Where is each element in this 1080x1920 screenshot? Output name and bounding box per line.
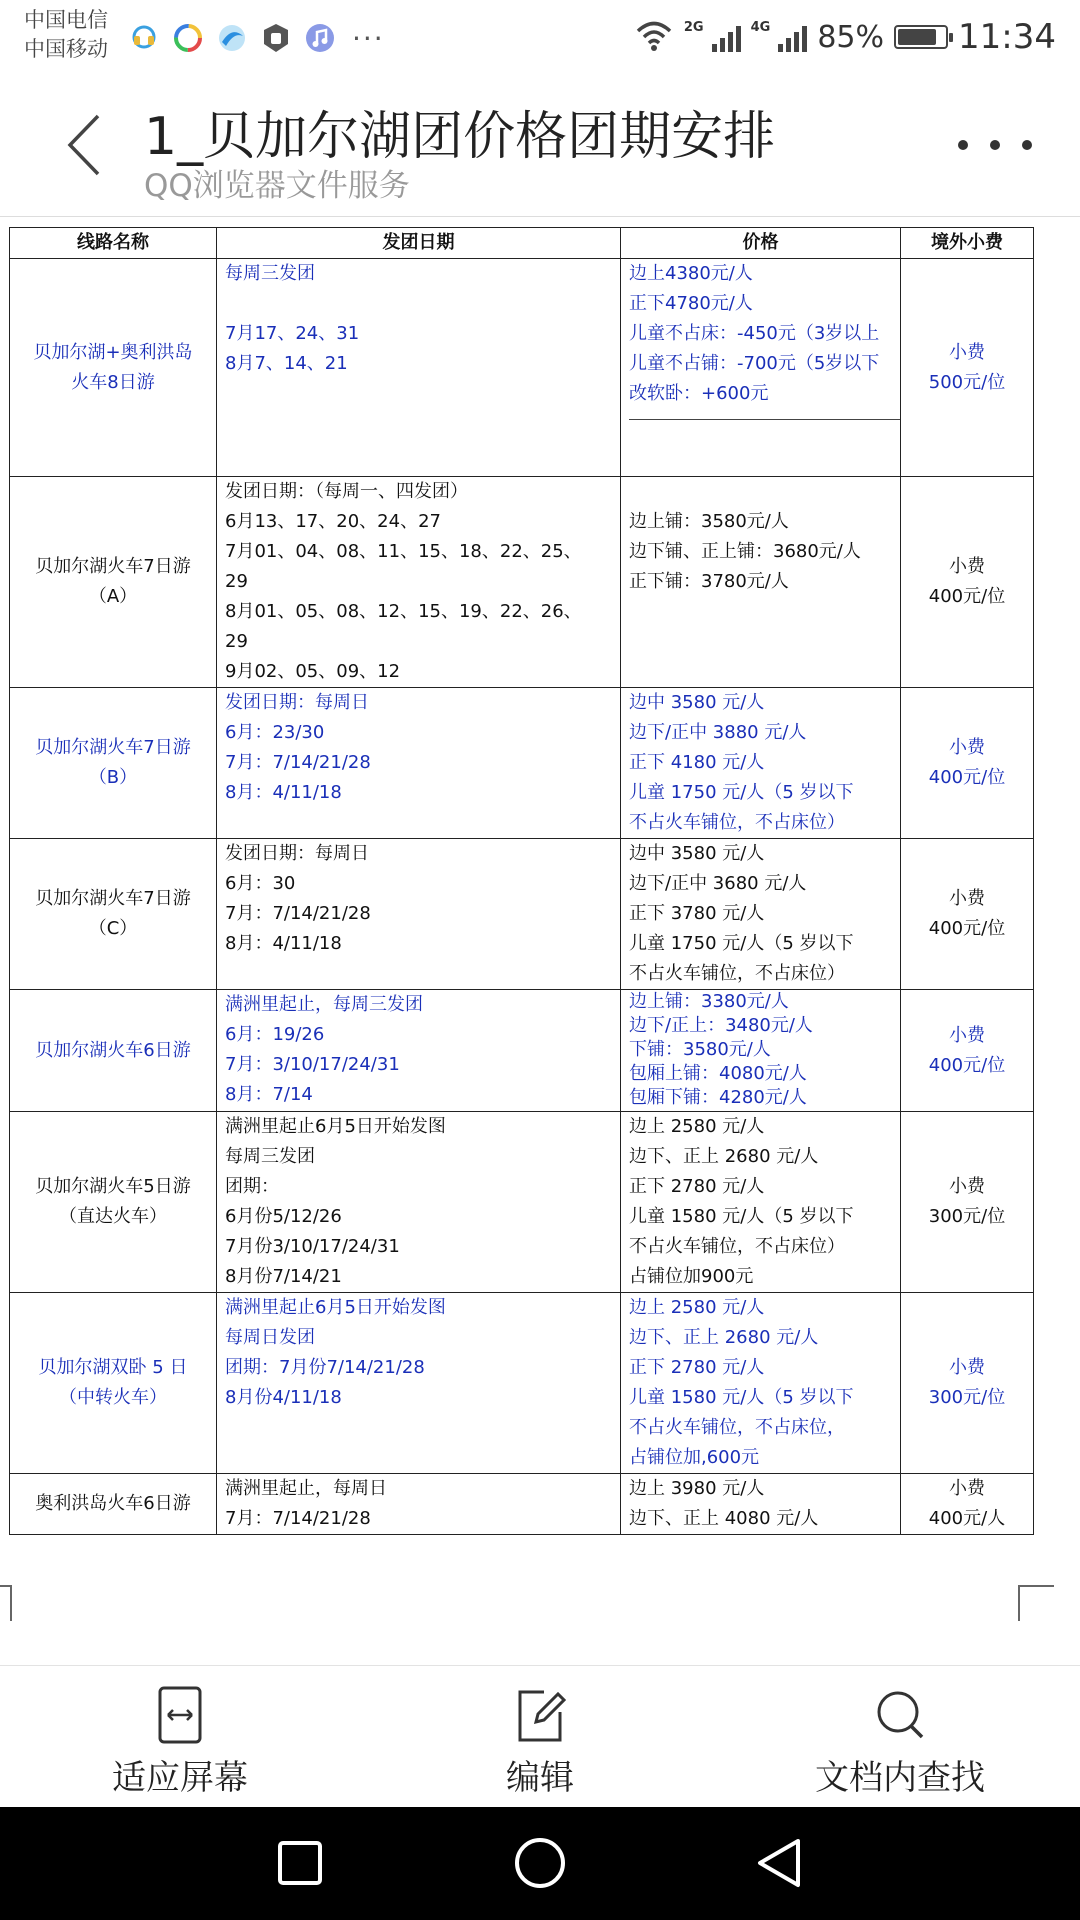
departure-dates-cell-line: 团期：7月份7/14/21/28 — [225, 1357, 425, 1378]
price-cell-line: 边中 3580 元/人 — [629, 843, 765, 864]
price-cell-line: 包厢上铺：4080元/人 — [629, 1063, 807, 1084]
page-corner-right — [1018, 1585, 1054, 1621]
route-name-cell-line: 贝加尔湖火车7日游 — [35, 888, 191, 909]
departure-dates-cell-line: 团期： — [225, 1176, 279, 1197]
tip-cell-line: 400元/位 — [928, 918, 1006, 939]
price-cell-line: 不占火车铺位，不占床位） — [629, 812, 845, 833]
tip-cell — [901, 1112, 1034, 1293]
tip-cell-line: 小费 — [949, 1478, 985, 1499]
more-dot-icon — [990, 140, 1000, 150]
battery-percent: 85% — [817, 19, 885, 55]
edit-label: 编辑 — [506, 1758, 574, 1798]
price-cell-line: 边上4380元/人 — [629, 263, 753, 284]
departure-dates-cell — [217, 477, 621, 688]
price-cell-line: 正下铺：3780元/人 — [629, 571, 789, 592]
departure-dates-cell — [217, 1293, 621, 1474]
battery-level — [898, 29, 936, 45]
price-cell-line: 儿童不占床：-450元（3岁以上 — [629, 323, 880, 344]
price-cell-line: 占铺位加900元 — [629, 1266, 754, 1287]
price-cell-line: 边上铺：3380元/人 — [629, 991, 789, 1012]
route-name-cell-line: 贝加尔湖双卧 5 日 — [38, 1357, 188, 1378]
tip-cell-line: 小费 — [949, 737, 985, 758]
tip-cell-line: 400元/位 — [928, 767, 1006, 788]
battery-icon — [894, 25, 948, 49]
qq-headset-icon — [128, 22, 160, 54]
route-name-cell — [10, 839, 217, 990]
edit-button[interactable] — [440, 1666, 640, 1808]
tip-cell-line: 小费 — [949, 556, 985, 577]
music-note-icon — [304, 22, 336, 54]
table-row — [10, 1293, 1034, 1474]
departure-dates-cell-line: 7月份3/10/17/24/31 — [225, 1236, 400, 1257]
route-name-cell-line: 贝加尔湖火车7日游 — [35, 556, 191, 577]
price-cell — [621, 990, 901, 1112]
page-subtitle: QQ浏览器文件服务 — [144, 168, 410, 204]
route-name-cell — [10, 1474, 217, 1535]
page-corner-left — [0, 1585, 12, 1621]
route-name-cell — [10, 1112, 217, 1293]
route-name-cell-line: （中转火车） — [59, 1387, 167, 1408]
browser-swirl-icon — [216, 22, 248, 54]
departure-dates-cell-line: 7月：3/10/17/24/31 — [225, 1054, 400, 1075]
price-cell-line — [629, 477, 900, 507]
route-price-table — [9, 227, 1034, 1535]
departure-dates-cell — [217, 990, 621, 1112]
square-icon — [270, 1833, 330, 1893]
header-overseas-tip: 境外小费 — [901, 228, 1034, 259]
status-bar — [0, 0, 1080, 75]
back-button[interactable] — [62, 110, 112, 180]
departure-dates-cell-line: 8月份4/11/18 — [225, 1387, 342, 1408]
departure-dates-cell-line: 7月17、24、31 — [225, 323, 360, 344]
tip-cell — [901, 477, 1034, 688]
fit-screen-button[interactable] — [80, 1666, 280, 1808]
document-viewer[interactable] — [0, 217, 1080, 1665]
departure-dates-cell-line: 满洲里起止，每周三发团 — [225, 994, 423, 1015]
route-name-cell-line: （B） — [88, 767, 138, 788]
table-header-row — [10, 228, 1034, 259]
tip-cell — [901, 1474, 1034, 1535]
price-cell-line: 包厢下铺：4280元/人 — [629, 1087, 807, 1108]
recents-button[interactable] — [270, 1833, 330, 1893]
departure-dates-cell-line: 7月：7/14/21/28 — [225, 752, 371, 773]
price-cell-line: 边下/正上：3480元/人 — [629, 1015, 813, 1036]
route-name-cell — [10, 259, 217, 477]
header-departure-dates: 发团日期 — [217, 228, 621, 259]
departure-dates-cell-line: 8月7、14、21 — [225, 353, 348, 374]
price-cell-line: 正下 4180 元/人 — [629, 752, 765, 773]
departure-dates-cell-line: 每周三发团 — [225, 1146, 315, 1167]
route-name-cell-line: 火车8日游 — [71, 371, 155, 393]
tip-cell-line: 300元/位 — [928, 1387, 1006, 1408]
departure-dates-cell-line: 6月：30 — [225, 873, 296, 894]
tip-cell-line: 小费 — [949, 1176, 985, 1197]
price-cell-line: 不占火车铺位，不占床位） — [629, 963, 845, 984]
price-cell-line: 占铺位加,600元 — [629, 1447, 760, 1468]
departure-dates-cell-line: 29 — [225, 571, 248, 592]
price-cell-line: 儿童 1580 元/人（5 岁以下 — [629, 1387, 854, 1408]
price-cell-line: 边下、正上 4080 元/人 — [629, 1508, 819, 1529]
departure-dates-cell-line: 6月13、17、20、24、27 — [225, 511, 441, 532]
carrier-names — [24, 6, 108, 64]
tip-cell-line: 小费 — [949, 341, 985, 363]
departure-dates-cell-line: 每周日发团 — [225, 1327, 315, 1348]
price-cell-line: 儿童 1580 元/人（5 岁以下 — [629, 1206, 854, 1227]
tip-cell — [901, 839, 1034, 990]
find-in-document-label: 文档内查找 — [815, 1758, 985, 1798]
signal-2g-icon — [712, 22, 741, 52]
departure-dates-cell — [217, 839, 621, 990]
price-cell-line: 边下/正中 3680 元/人 — [629, 873, 807, 894]
price-cell-line: 改软卧：+600元 — [629, 383, 769, 404]
price-cell-line: 边下、正上 2680 元/人 — [629, 1327, 819, 1348]
route-name-cell-line: 贝加尔湖火车5日游 — [35, 1176, 191, 1197]
system-indicators — [634, 14, 1056, 60]
tip-cell-line: 400元/位 — [928, 1054, 1006, 1076]
route-name-cell — [10, 688, 217, 839]
price-cell — [621, 1293, 901, 1474]
route-name-cell — [10, 990, 217, 1112]
more-dot-icon — [1022, 140, 1032, 150]
price-cell-line: 边下铺、正上铺：3680元/人 — [629, 541, 861, 562]
more-dot-icon — [958, 140, 968, 150]
search-icon — [874, 1686, 926, 1744]
route-name-cell-line: 贝加尔湖+奥利洪岛 — [33, 341, 193, 363]
price-cell-line: 正下4780元/人 — [629, 293, 753, 314]
page-title: 1_贝加尔湖团价格团期安排 — [144, 107, 776, 167]
departure-dates-cell-line: 29 — [225, 631, 248, 652]
route-name-cell-line: 贝加尔湖火车7日游 — [35, 737, 191, 758]
route-name-cell-line: （直达火车） — [59, 1206, 167, 1227]
departure-dates-cell-line: 满洲里起止，每周日 — [225, 1478, 387, 1499]
tip-cell — [901, 259, 1034, 477]
price-cell — [621, 259, 901, 477]
price-cell — [621, 1474, 901, 1535]
table-row — [10, 1474, 1034, 1535]
price-cell-line: 边上 3980 元/人 — [629, 1478, 765, 1499]
departure-dates-cell-line: 7月：7/14/21/28 — [225, 1508, 371, 1529]
price-cell-line: 边上 2580 元/人 — [629, 1297, 765, 1318]
route-name-cell-line: （C） — [88, 918, 138, 939]
tip-cell — [901, 990, 1034, 1112]
departure-dates-cell-line: 满洲里起止6月5日开始发图 — [225, 1297, 446, 1318]
triangle-back-icon — [750, 1833, 810, 1893]
price-cell — [621, 477, 901, 688]
departure-dates-cell-line: 7月01、04、08、11、15、18、22、25、 — [225, 541, 582, 562]
back-nav-button[interactable] — [750, 1833, 810, 1893]
edit-icon — [514, 1686, 566, 1744]
price-cell-line: 儿童 1750 元/人（5 岁以下 — [629, 933, 854, 954]
price-cell-line: 不占火车铺位，不占床位， — [629, 1417, 845, 1438]
bottom-toolbar — [0, 1665, 1080, 1808]
price-cell-line: 正下 2780 元/人 — [629, 1357, 765, 1378]
carrier-1: 中国电信 — [24, 8, 108, 32]
more-options-button[interactable] — [958, 130, 1032, 160]
tip-cell-line: 小费 — [949, 1357, 985, 1378]
departure-dates-cell-line: 8月：4/11/18 — [225, 782, 342, 803]
hand-shield-icon — [260, 22, 292, 54]
departure-dates-cell-line: 8月：4/11/18 — [225, 933, 342, 954]
tip-cell-line: 400元/人 — [928, 1508, 1006, 1529]
route-name-cell-line: 奥利洪岛火车6日游 — [35, 1493, 191, 1514]
table-body — [10, 259, 1034, 1535]
price-cell-line: 边中 3580 元/人 — [629, 692, 765, 713]
tip-cell-line: 300元/位 — [928, 1206, 1006, 1227]
departure-dates-cell-line: 9月02、05、09、12 — [225, 661, 401, 682]
price-cell — [621, 1112, 901, 1293]
price-cell-line: 不占火车铺位，不占床位） — [629, 1236, 845, 1257]
tip-cell — [901, 1293, 1034, 1474]
departure-dates-cell-line: 发团日期：每周日 — [225, 843, 369, 864]
table-row — [10, 688, 1034, 839]
clock: 11:34 — [958, 17, 1056, 57]
notification-icons — [128, 18, 385, 58]
system-navigation-bar — [0, 1807, 1080, 1920]
chevron-left-icon — [62, 110, 112, 180]
header-route-name: 线路名称 — [10, 228, 217, 259]
table-row — [10, 839, 1034, 990]
route-name-cell-line: （A） — [88, 586, 138, 607]
departure-dates-cell — [217, 688, 621, 839]
table-row — [10, 259, 1034, 477]
departure-dates-cell — [217, 1474, 621, 1535]
tip-cell-line: 小费 — [949, 1024, 985, 1046]
color-wheel-icon — [172, 22, 204, 54]
tip-cell-line: 400元/位 — [928, 586, 1006, 607]
departure-dates-cell-line: 6月：23/30 — [225, 722, 325, 743]
departure-dates-cell-line: 每周三发团 — [225, 263, 315, 284]
more-notifications: ··· — [352, 21, 385, 55]
price-cell-line: 下铺：3580元/人 — [629, 1039, 771, 1060]
departure-dates-cell-line: 6月：19/26 — [225, 1024, 325, 1045]
find-in-document-button[interactable] — [790, 1666, 1010, 1808]
tip-cell-line: 小费 — [949, 888, 985, 909]
header-price: 价格 — [621, 228, 901, 259]
price-cell — [621, 839, 901, 990]
price-cell-line: 边下、正上 2680 元/人 — [629, 1146, 819, 1167]
route-name-cell-line: 贝加尔湖火车6日游 — [35, 1039, 191, 1061]
table-row — [10, 990, 1034, 1112]
price-cell-line: 边下/正中 3880 元/人 — [629, 722, 807, 743]
price-cell-line: 边上 2580 元/人 — [629, 1116, 765, 1137]
carrier-2: 中国移动 — [24, 37, 108, 61]
tip-cell — [901, 688, 1034, 839]
price-cell-line: 正下 2780 元/人 — [629, 1176, 765, 1197]
table-row — [10, 1112, 1034, 1293]
price-cell-line: 边上铺：3580元/人 — [629, 511, 789, 532]
departure-dates-cell-line — [225, 289, 620, 319]
signal-4g-icon — [778, 22, 807, 52]
departure-dates-cell-line: 发团日期：（每周一、四发团） — [225, 481, 468, 502]
price-divider — [629, 419, 900, 420]
price-cell-line: 儿童不占铺：-700元（5岁以下 — [629, 353, 880, 374]
route-name-cell — [10, 1293, 217, 1474]
departure-dates-cell-line: 8月01、05、08、12、15、19、22、26、 — [225, 601, 582, 622]
price-cell-line: 正下 3780 元/人 — [629, 903, 765, 924]
home-button[interactable] — [510, 1833, 570, 1893]
departure-dates-cell-line: 8月份7/14/21 — [225, 1266, 342, 1287]
departure-dates-cell-line: 7月：7/14/21/28 — [225, 903, 371, 924]
network-2g-label: 2G — [683, 19, 704, 35]
departure-dates-cell — [217, 1112, 621, 1293]
price-cell-line: 儿童 1750 元/人（5 岁以下 — [629, 782, 854, 803]
wifi-icon — [634, 18, 674, 56]
route-name-cell — [10, 477, 217, 688]
departure-dates-cell-line: 8月：7/14 — [225, 1084, 313, 1105]
table-row — [10, 477, 1034, 688]
departure-dates-cell — [217, 259, 621, 477]
departure-dates-cell-line: 发团日期：每周日 — [225, 692, 369, 713]
circle-icon — [510, 1833, 570, 1893]
title-bar — [0, 80, 1080, 217]
network-4g-label: 4G — [750, 19, 771, 35]
price-cell — [621, 688, 901, 839]
departure-dates-cell-line: 6月份5/12/26 — [225, 1206, 342, 1227]
fit-screen-icon — [154, 1686, 206, 1744]
fit-screen-label: 适应屏幕 — [112, 1758, 248, 1798]
departure-dates-cell-line: 满洲里起止6月5日开始发图 — [225, 1116, 446, 1137]
tip-cell-line: 500元/位 — [928, 371, 1006, 393]
